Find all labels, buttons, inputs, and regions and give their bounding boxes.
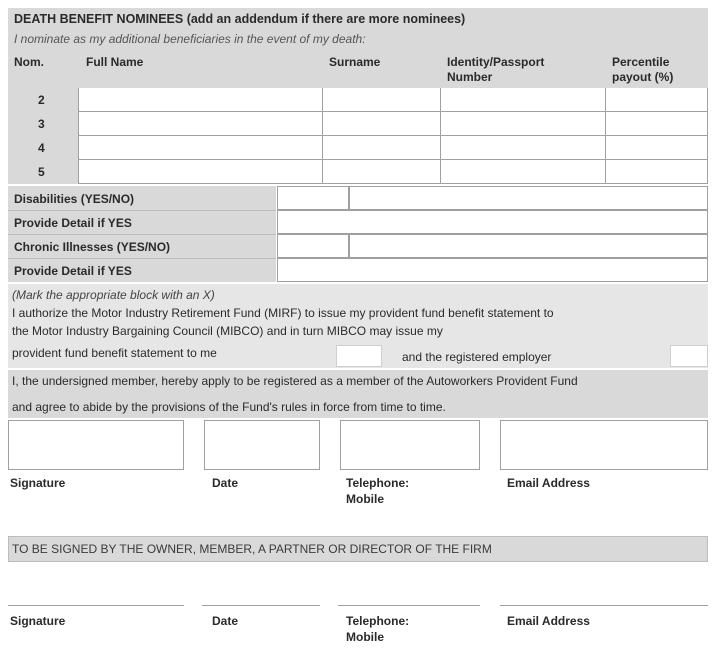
member-telephone-label: Telephone: (346, 476, 410, 490)
full-name-input[interactable] (79, 88, 322, 111)
owner-mobile-label: Mobile (346, 630, 384, 644)
member-signature-field[interactable] (8, 420, 184, 470)
full-name-input[interactable] (79, 136, 322, 159)
header-pct-line2: payout (%) (612, 70, 674, 84)
authorization-line-3: provident fund benefit statement to me (12, 346, 217, 360)
member-statement-checkbox[interactable] (336, 345, 382, 367)
header-id-line2: Number (447, 70, 493, 84)
member-signature-label: Signature (10, 476, 66, 490)
owner-banner-text: TO BE SIGNED BY THE OWNER, MEMBER, A PARTNER OR DIRECTOR OF THE FIRM (12, 542, 492, 556)
disabilities-detail-input[interactable] (277, 210, 708, 234)
header-surname: Surname (329, 55, 381, 69)
detail-label-2: Provide Detail if YES (14, 264, 132, 278)
id-number-input[interactable] (441, 160, 605, 183)
owner-signature-label: Signature (10, 614, 66, 628)
disabilities-extra-input[interactable] (349, 186, 708, 210)
detail-label-1: Provide Detail if YES (14, 216, 132, 230)
employer-label: and the registered employer (402, 350, 552, 364)
owner-email-label: Email Address (507, 614, 590, 628)
payout-input[interactable] (606, 112, 707, 135)
nominee-number: 2 (38, 93, 45, 107)
nominees-subtitle: I nominate as my additional beneficiaries in the event of my death: (14, 32, 366, 46)
nominee-number: 5 (38, 165, 45, 179)
surname-input[interactable] (323, 160, 440, 183)
payout-input[interactable] (606, 88, 707, 111)
chronic-extra-input[interactable] (349, 234, 708, 258)
member-email-label: Email Address (507, 476, 590, 490)
mark-note: (Mark the appropriate block with an X) (12, 288, 215, 302)
health-sep (8, 258, 276, 259)
header-id-line1: Identity/Passport (447, 55, 545, 69)
application-line-1: I, the undersigned member, hereby apply to be registered as a member of the Autoworkers Provident Fund (12, 374, 578, 388)
surname-input[interactable] (323, 112, 440, 135)
full-name-input[interactable] (79, 112, 322, 135)
authorization-line-2: the Motor Industry Bargaining Council (MIBCO) and in turn MIBCO may issue my (12, 324, 443, 338)
owner-date-line[interactable] (202, 605, 320, 606)
owner-telephone-label: Telephone: (346, 614, 410, 628)
col-sep (707, 88, 708, 184)
chronic-detail-input[interactable] (277, 258, 708, 282)
surname-input[interactable] (323, 88, 440, 111)
employer-statement-checkbox[interactable] (670, 345, 708, 367)
id-number-input[interactable] (441, 88, 605, 111)
chronic-label: Chronic Illnesses (YES/NO) (14, 240, 171, 254)
member-email-field[interactable] (500, 420, 708, 470)
owner-telephone-line[interactable] (338, 605, 480, 606)
member-mobile-label: Mobile (346, 492, 384, 506)
owner-email-line[interactable] (500, 605, 708, 606)
owner-date-label: Date (212, 614, 239, 628)
health-sep (8, 210, 276, 211)
header-pct-line1: Percentile (612, 55, 670, 69)
disabilities-label: Disabilities (YES/NO) (14, 192, 135, 206)
header-nom: Nom. (14, 55, 44, 69)
surname-input[interactable] (323, 136, 440, 159)
chronic-yes-no-input[interactable] (277, 234, 349, 258)
payout-input[interactable] (606, 160, 707, 183)
header-full-name: Full Name (86, 55, 144, 69)
member-date-field[interactable] (204, 420, 320, 470)
full-name-input[interactable] (79, 160, 322, 183)
id-number-input[interactable] (441, 136, 605, 159)
owner-signature-line[interactable] (8, 605, 184, 606)
authorization-line-1: I authorize the Motor Industry Retirement Fund (MIRF) to issue my provident fund benefit statement to (12, 306, 554, 320)
disabilities-yes-no-input[interactable] (277, 186, 349, 210)
member-telephone-field[interactable] (340, 420, 480, 470)
nominee-number: 3 (38, 117, 45, 131)
nominee-number: 4 (38, 141, 45, 155)
application-line-2: and agree to abide by the provisions of the Fund's rules in force from time to time. (12, 400, 446, 414)
health-sep (8, 234, 276, 235)
id-number-input[interactable] (441, 112, 605, 135)
nominee-rows (8, 88, 708, 184)
nominees-title: DEATH BENEFIT NOMINEES (add an addendum if there are more nominees) (14, 12, 466, 26)
member-date-label: Date (212, 476, 239, 490)
payout-input[interactable] (606, 136, 707, 159)
